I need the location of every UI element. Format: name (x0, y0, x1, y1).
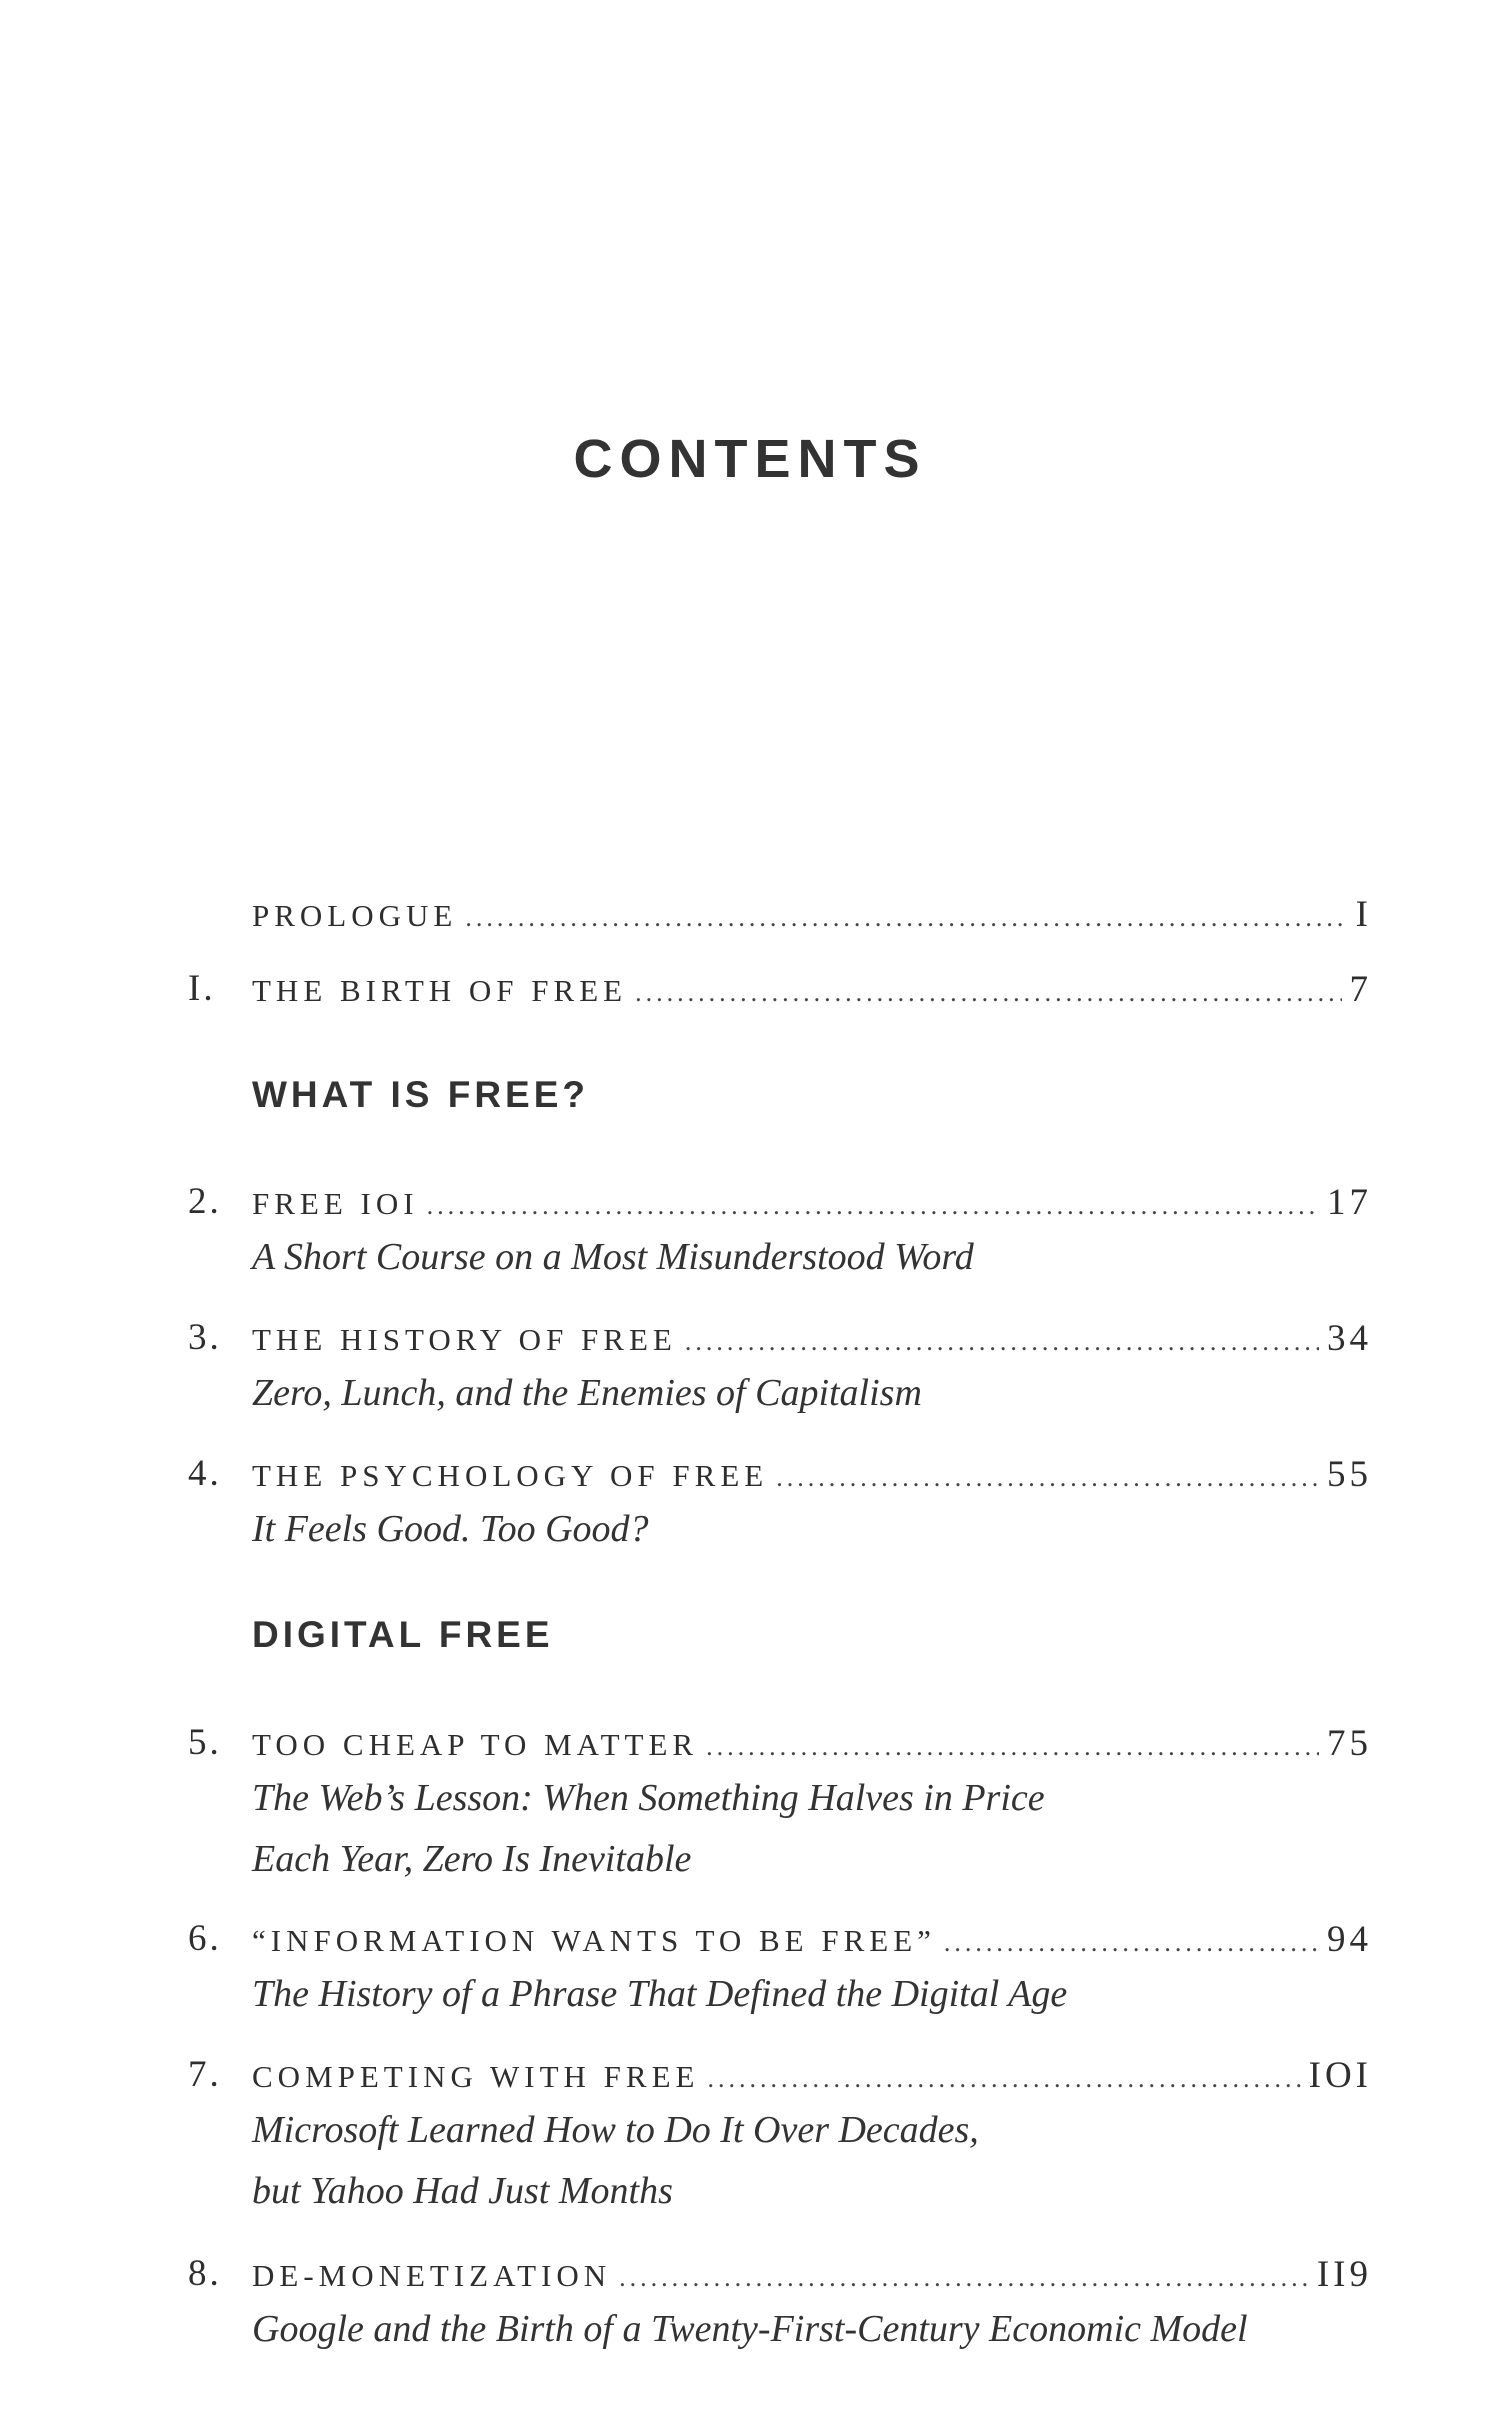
dot-leader (635, 978, 1341, 1008)
chapter-subtitle: but Yahoo Had Just Months (252, 2170, 673, 2212)
chapter-title: FREE IOI (252, 1186, 419, 1221)
chapter-number: 4. (188, 1453, 222, 1494)
page-number: 94 (1327, 1919, 1372, 1960)
chapter-subtitle: It Feels Good. Too Good? (252, 1508, 649, 1550)
chapter-number: I. (188, 968, 216, 1009)
chapter-number: 8. (188, 2253, 222, 2294)
chapter-subtitle: Microsoft Learned How to Do It Over Decades, (252, 2109, 979, 2151)
section-heading-digital-free: DIGITAL FREE (252, 1614, 554, 1655)
dot-leader (427, 1191, 1319, 1221)
chapter-title: THE BIRTH OF FREE (252, 973, 628, 1008)
chapter-title: THE HISTORY OF FREE (252, 1322, 677, 1357)
chapter-title: THE PSYCHOLOGY OF FREE (252, 1458, 769, 1493)
dot-leader (706, 1732, 1319, 1762)
chapter-title: “INFORMATION WANTS TO BE FREE” (252, 1923, 936, 1958)
dot-leader (685, 1327, 1319, 1357)
dot-leader (707, 2064, 1300, 2094)
chapter-number: 7. (188, 2054, 222, 2095)
chapter-title: PROLOGUE (252, 898, 458, 933)
chapter-subtitle: Zero, Lunch, and the Enemies of Capitalism (252, 1372, 922, 1414)
page-number: 75 (1327, 1723, 1372, 1764)
page-title: CONTENTS (573, 429, 927, 489)
chapter-subtitle: The Web’s Lesson: When Something Halves in Price (252, 1777, 1045, 1819)
chapter-subtitle: The History of a Phrase That Defined the Digital Age (252, 1973, 1068, 2015)
dot-leader (465, 903, 1347, 933)
chapter-number: 3. (188, 1317, 222, 1358)
page-number: 7 (1349, 969, 1372, 1010)
chapter-title: COMPETING WITH FREE (252, 2059, 700, 2094)
page-number: 34 (1327, 1318, 1372, 1359)
chapter-number: 6. (188, 1918, 222, 1959)
section-heading-what-is-free: WHAT IS FREE? (252, 1074, 590, 1115)
chapter-number: 2. (188, 1181, 222, 1222)
page-number: II9 (1316, 2254, 1372, 2295)
chapter-subtitle: Google and the Birth of a Twenty-First-Century Economic Model (252, 2308, 1248, 2350)
chapter-title: DE-MONETIZATION (252, 2258, 612, 2293)
dot-leader (619, 2263, 1309, 2293)
chapter-subtitle: A Short Course on a Most Misunderstood Word (252, 1236, 974, 1278)
dot-leader (944, 1928, 1319, 1958)
page-number: 55 (1327, 1454, 1372, 1495)
page-number: IOI (1308, 2055, 1372, 2096)
page-number: 17 (1327, 1182, 1372, 1223)
page-number: I (1355, 894, 1372, 935)
chapter-title: TOO CHEAP TO MATTER (252, 1727, 699, 1762)
chapter-number: 5. (188, 1722, 222, 1763)
chapter-subtitle: Each Year, Zero Is Inevitable (252, 1838, 692, 1880)
dot-leader (776, 1463, 1319, 1493)
